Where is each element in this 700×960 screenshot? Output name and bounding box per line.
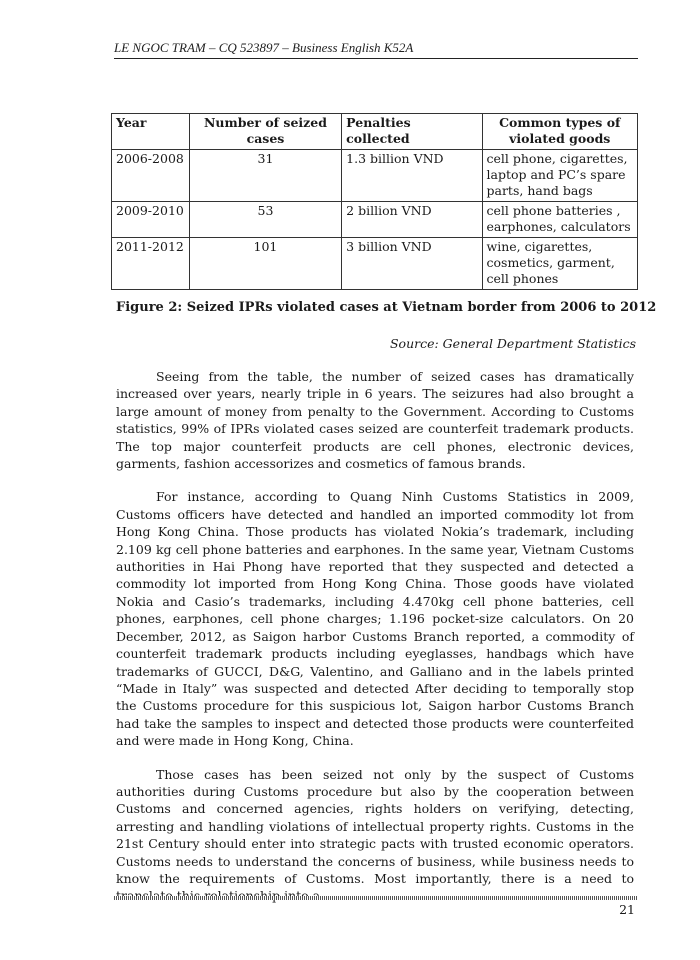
column-header-cases: Number of seized cases bbox=[189, 114, 341, 150]
cell-penalties: 1.3 billion VND bbox=[342, 150, 482, 202]
cell-penalties: 2 billion VND bbox=[342, 202, 482, 238]
footer-rule bbox=[114, 896, 638, 900]
cell-cases: 31 bbox=[189, 150, 341, 202]
figure-caption: Figure 2: Seized IPRs violated cases at Vietnam border from 2006 to 2012 bbox=[116, 300, 657, 315]
running-header: LE NGOC TRAM – CQ 523897 – Business English K52A bbox=[114, 40, 414, 55]
cell-cases: 53 bbox=[189, 202, 341, 238]
page-number: 21 bbox=[619, 902, 635, 917]
cell-cases: 101 bbox=[189, 238, 341, 290]
cell-goods: wine, cigarettes, cosmetics, garment, cell phones bbox=[482, 238, 638, 290]
cell-year: 2009-2010 bbox=[112, 202, 190, 238]
body-text bbox=[116, 368, 634, 921]
table-row bbox=[112, 202, 638, 238]
cell-goods: cell phone, cigarettes, laptop and PC’s spare parts, hand bags bbox=[482, 150, 638, 202]
header-rule bbox=[114, 58, 638, 59]
figure-source: Source: General Department Statistics bbox=[389, 336, 636, 351]
cell-goods: cell phone batteries , earphones, calculators bbox=[482, 202, 638, 238]
column-header-goods: Common types of violated goods bbox=[482, 114, 638, 150]
seized-cases-table bbox=[111, 113, 638, 290]
cell-penalties: 3 billion VND bbox=[342, 238, 482, 290]
paragraph: For instance, according to Quang Ninh Customs Statistics in 2009, Customs officers have detected and handled an imported commodity lot from Hong Kong China. Those products has violated Nokia’s trademark, including 2.109 kg cell phone batteries and earphones. In the same year, Vietnam Customs authorities in Hai Phong have reported that they suspected and detected a commodity lot imported from Hong Kong China. Those goods have violated Nokia and Casio’s trademarks, including 4.470kg cell phone batteries, cell phones, earphones, cell phone charges; 1.196 pocket-size calculators. On 20 December, 2012, as Saigon harbor Customs Branch reported, a commodity of counterfeit trademark products including eyeglasses, handbags which have trademarks of GUCCI, D&G, Valentino, and Galliano and in the labels printed “Made in Italy” was suspected and detected After deciding to temporally stop the Customs procedure for this suspicious lot, Saigon harbor Customs Branch had take the samples to inspect and detected those products were counterfeited and were made in Hong Kong, China. bbox=[116, 489, 634, 749]
cell-year: 2011-2012 bbox=[112, 238, 190, 290]
column-header-penalties: Penalties collected bbox=[342, 114, 482, 150]
paragraph: Those cases has been seized not only by the suspect of Customs authorities during Customs procedure but also by the cooperation between Customs and concerned agencies, rights holders on verifying, detecting, arresting and handling violations of intellectual property rights. Customs in the 21st Century should enter into strategic pacts with trusted economic operators. Customs needs to understand the concerns of business, while business needs to know the requirements of Customs. Most importantly, there is a need to bbox=[116, 766, 634, 886]
table-header-row bbox=[112, 114, 638, 150]
cell-year: 2006-2008 bbox=[112, 150, 190, 202]
column-header-year: Year bbox=[112, 114, 190, 150]
table-row bbox=[112, 238, 638, 290]
paragraph: Seeing from the table, the number of seized cases has dramatically increased over years, nearly triple in 6 years. The seizures had also brought a large amount of money from penalty to the Government. According to Customs statistics, 99% of IPRs violated cases seized are counterfeit trademark products. The top major counterfeit products are cell phones, electronic devices, garments, fashion accessorizes and cosmetics of famous brands. bbox=[116, 369, 634, 472]
table-row bbox=[112, 150, 638, 202]
